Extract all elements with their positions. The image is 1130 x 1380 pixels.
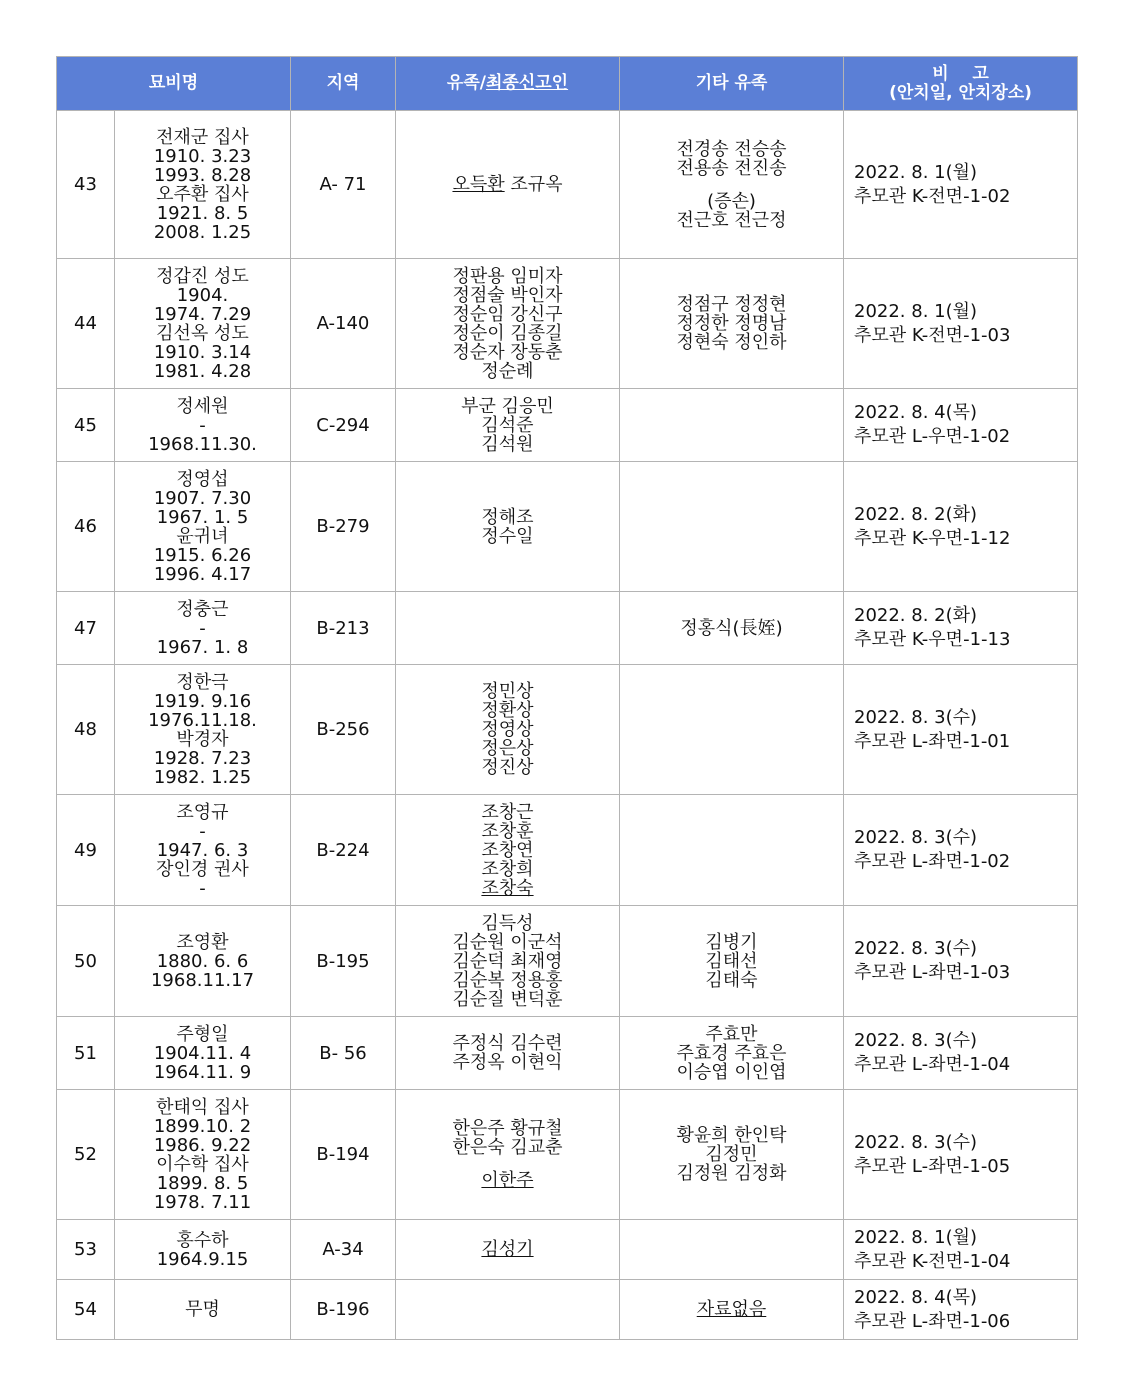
family-line: 주정옥 이현익 bbox=[452, 1052, 563, 1073]
name-line: 정충근 bbox=[176, 598, 229, 620]
family-line: 김석준 bbox=[481, 414, 534, 436]
row-number: 54 bbox=[57, 1280, 115, 1340]
other-family-cell bbox=[620, 1090, 844, 1220]
name-line: 한태익 집사 bbox=[156, 1096, 249, 1118]
region-cell: A-140 bbox=[291, 259, 396, 389]
region-cell: B- 56 bbox=[291, 1017, 396, 1090]
family-cell bbox=[396, 389, 620, 462]
row-number: 43 bbox=[57, 111, 115, 259]
name-cell bbox=[115, 665, 291, 795]
family-name: 조규옥 bbox=[504, 174, 563, 195]
region-cell: B-213 bbox=[291, 592, 396, 665]
family-line: 조창희 bbox=[481, 858, 534, 880]
other-line: 자료없음 bbox=[696, 1299, 767, 1320]
header-note-subtitle: (안치일, 안치장소) bbox=[889, 82, 1032, 103]
other-line: 전경송 전승송 bbox=[676, 138, 787, 160]
name-line: 1968.11.30. bbox=[148, 433, 257, 455]
table-header-row bbox=[57, 57, 1078, 111]
name-line: 1910. 3.14 bbox=[153, 341, 252, 363]
name-line: - bbox=[199, 414, 206, 436]
other-family-cell bbox=[620, 1280, 844, 1340]
note-date: 2022. 8. 3(수) bbox=[854, 706, 978, 728]
name-line: 1928. 7.23 bbox=[153, 747, 252, 769]
family-line: 한은주 황규철 bbox=[452, 1118, 563, 1139]
header-final-reporter: 최종신고인 bbox=[485, 73, 569, 93]
family-cell bbox=[396, 259, 620, 389]
table-row bbox=[57, 1280, 1078, 1340]
region-cell: C-294 bbox=[291, 389, 396, 462]
table-row bbox=[57, 1090, 1078, 1220]
note-cell bbox=[844, 906, 1078, 1017]
name-line: 윤귀녀 bbox=[176, 525, 229, 547]
note-location: 추모관 K-전면-1-04 bbox=[854, 1250, 1011, 1272]
name-line: 전재군 집사 bbox=[156, 126, 249, 148]
family-line: 부군 김응민 bbox=[461, 395, 554, 417]
family-line: 김순원 이군석 bbox=[452, 931, 563, 953]
name-cell bbox=[115, 1090, 291, 1220]
family-line: 조창근 bbox=[481, 801, 534, 823]
other-line: 황윤희 한인탁 bbox=[676, 1125, 787, 1146]
table-row bbox=[57, 795, 1078, 906]
region-cell: A- 71 bbox=[291, 111, 396, 259]
note-date: 2022. 8. 1(월) bbox=[854, 161, 978, 183]
name-line: 이수학 집사 bbox=[156, 1153, 249, 1175]
family-line: 이한주 bbox=[481, 1170, 534, 1191]
name-line: 1976.11.18. bbox=[148, 709, 257, 731]
family-line: 정은상 bbox=[481, 738, 534, 759]
note-cell bbox=[844, 1017, 1078, 1090]
name-line: 1910. 3.23 bbox=[153, 145, 252, 167]
table-row bbox=[57, 111, 1078, 259]
note-date: 2022. 8. 3(수) bbox=[854, 827, 978, 848]
name-line: 장인경 권사 bbox=[156, 858, 249, 880]
name-line: 조영환 bbox=[176, 931, 229, 953]
name-line: 1907. 7.30 bbox=[153, 487, 252, 509]
other-line: 김태선 bbox=[705, 950, 758, 972]
other-family-cell bbox=[620, 592, 844, 665]
table-row bbox=[57, 462, 1078, 592]
name-line: 오주환 집사 bbox=[156, 183, 249, 205]
other-line: 주효만 bbox=[705, 1023, 758, 1045]
name-line: 조영규 bbox=[176, 801, 229, 823]
other-family-cell bbox=[620, 389, 844, 462]
other-family-cell bbox=[620, 111, 844, 259]
note-location: 추모관 L-좌면-1-01 bbox=[854, 730, 1011, 752]
note-date: 2022. 8. 1(월) bbox=[854, 1226, 978, 1248]
name-line: 1899. 8. 5 bbox=[156, 1172, 249, 1194]
note-cell bbox=[844, 795, 1078, 906]
family-cell bbox=[396, 795, 620, 906]
family-line: 정순이 김종길 bbox=[452, 322, 563, 344]
header-other-family: 기타 유족 bbox=[620, 57, 844, 111]
name-line: 1964.9.15 bbox=[156, 1248, 249, 1270]
name-line: 1947. 6. 3 bbox=[156, 839, 249, 861]
memorial-table bbox=[56, 56, 1078, 1340]
other-line: 정점구 정정현 bbox=[676, 294, 787, 315]
note-location: 추모관 L-좌면-1-06 bbox=[854, 1310, 1011, 1332]
name-line: 1974. 7.29 bbox=[153, 303, 252, 325]
family-cell bbox=[396, 1017, 620, 1090]
other-line: 김병기 bbox=[705, 931, 758, 953]
name-cell bbox=[115, 389, 291, 462]
family-line: 한은숙 김교춘 bbox=[452, 1137, 563, 1158]
name-line: - bbox=[199, 820, 206, 842]
family-line: 정순례 bbox=[481, 360, 534, 382]
other-family-cell bbox=[620, 665, 844, 795]
table-row bbox=[57, 1017, 1078, 1090]
name-line: 2008. 1.25 bbox=[153, 221, 252, 243]
family-line: 조창연 bbox=[481, 839, 534, 861]
name-line: 1967. 1. 5 bbox=[156, 506, 249, 528]
table-row bbox=[57, 389, 1078, 462]
family-cell bbox=[396, 1220, 620, 1280]
family-line: 주정식 김수련 bbox=[452, 1033, 563, 1054]
note-date: 2022. 8. 2(화) bbox=[854, 605, 978, 626]
family-line: 정수일 bbox=[481, 525, 534, 547]
note-location: 추모관 K-우면-1-13 bbox=[854, 629, 1011, 650]
name-cell bbox=[115, 592, 291, 665]
note-location: 추모관 K-우면-1-12 bbox=[854, 527, 1011, 549]
name-line: 김선옥 성도 bbox=[156, 322, 249, 344]
name-cell bbox=[115, 1220, 291, 1280]
region-cell: B-196 bbox=[291, 1280, 396, 1340]
other-family-cell bbox=[620, 1220, 844, 1280]
other-line: 정정한 정명남 bbox=[676, 313, 787, 334]
row-number: 46 bbox=[57, 462, 115, 592]
header-family bbox=[396, 57, 620, 111]
name-line: 1880. 6. 6 bbox=[156, 950, 249, 972]
other-line: 김정원 김정화 bbox=[676, 1163, 787, 1184]
family-line: 김득성 bbox=[481, 912, 534, 934]
note-cell bbox=[844, 111, 1078, 259]
other-family-cell bbox=[620, 462, 844, 592]
note-date: 2022. 8. 3(수) bbox=[854, 938, 978, 959]
other-line: 이승엽 이인엽 bbox=[676, 1061, 787, 1083]
note-cell bbox=[844, 1090, 1078, 1220]
note-date: 2022. 8. 2(화) bbox=[854, 503, 978, 525]
other-family-cell bbox=[620, 906, 844, 1017]
header-region: 지역 bbox=[291, 57, 396, 111]
name-line: 1919. 9.16 bbox=[153, 690, 252, 712]
header-note bbox=[844, 57, 1078, 111]
name-line: 정갑진 성도 bbox=[156, 265, 249, 287]
table-row bbox=[57, 906, 1078, 1017]
family-line: 조창훈 bbox=[481, 820, 534, 842]
other-line: 정홍식(長姪) bbox=[680, 617, 783, 639]
note-cell bbox=[844, 389, 1078, 462]
note-cell bbox=[844, 1220, 1078, 1280]
row-number: 47 bbox=[57, 592, 115, 665]
name-line: 홍수하 bbox=[176, 1229, 229, 1251]
note-cell bbox=[844, 462, 1078, 592]
note-location: 추모관 K-전면-1-03 bbox=[854, 324, 1011, 346]
other-family-cell bbox=[620, 1017, 844, 1090]
other-family-cell bbox=[620, 795, 844, 906]
name-line: 1921. 8. 5 bbox=[156, 202, 249, 224]
row-number: 53 bbox=[57, 1220, 115, 1280]
row-number: 45 bbox=[57, 389, 115, 462]
table-row bbox=[57, 1220, 1078, 1280]
family-line: 김석원 bbox=[481, 433, 534, 455]
name-line: 1915. 6.26 bbox=[153, 544, 252, 566]
name-line: 1981. 4.28 bbox=[153, 360, 252, 382]
note-location: 추모관 L-좌면-1-04 bbox=[854, 1054, 1011, 1075]
row-number: 50 bbox=[57, 906, 115, 1017]
region-cell: B-194 bbox=[291, 1090, 396, 1220]
region-cell: A-34 bbox=[291, 1220, 396, 1280]
name-cell bbox=[115, 795, 291, 906]
region-cell: B-224 bbox=[291, 795, 396, 906]
family-line: 정점술 박인자 bbox=[452, 284, 563, 306]
row-number: 52 bbox=[57, 1090, 115, 1220]
family-line: 김순복 정용홍 bbox=[452, 969, 563, 991]
row-number: 48 bbox=[57, 665, 115, 795]
name-cell bbox=[115, 462, 291, 592]
family-line: 김순덕 최재영 bbox=[452, 950, 563, 972]
name-line: 정한극 bbox=[176, 671, 229, 693]
name-line: 1899.10. 2 bbox=[153, 1115, 252, 1137]
other-line: 김태숙 bbox=[705, 969, 758, 991]
name-line: 박경자 bbox=[176, 728, 229, 750]
note-cell bbox=[844, 592, 1078, 665]
family-cell bbox=[396, 462, 620, 592]
header-family-prefix: 유족/ bbox=[446, 73, 486, 93]
note-location: 추모관 L-우면-1-02 bbox=[854, 426, 1011, 447]
note-date: 2022. 8. 3(수) bbox=[854, 1030, 978, 1051]
family-line: 정해조 bbox=[481, 506, 534, 528]
note-date: 2022. 8. 1(월) bbox=[854, 300, 978, 322]
other-line: 정현숙 정인하 bbox=[676, 332, 787, 353]
name-line: 1993. 8.28 bbox=[153, 164, 252, 186]
note-location: 추모관 K-전면-1-02 bbox=[854, 185, 1011, 207]
family-line: 정환상 bbox=[481, 700, 534, 721]
table-row bbox=[57, 665, 1078, 795]
family-line: 정진상 bbox=[481, 757, 534, 778]
family-line: 정순자 장동춘 bbox=[452, 341, 563, 363]
family-cell bbox=[396, 111, 620, 259]
name-line: 1978. 7.11 bbox=[153, 1191, 252, 1213]
note-location: 추모관 L-좌면-1-02 bbox=[854, 851, 1011, 872]
name-line: 1968.11.17 bbox=[150, 969, 255, 991]
family-line: 정영상 bbox=[481, 719, 534, 740]
note-date: 2022. 8. 4(목) bbox=[854, 402, 978, 423]
note-date: 2022. 8. 3(수) bbox=[854, 1131, 978, 1153]
note-location: 추모관 L-좌면-1-05 bbox=[854, 1155, 1011, 1177]
region-cell: B-256 bbox=[291, 665, 396, 795]
name-cell bbox=[115, 259, 291, 389]
name-cell bbox=[115, 111, 291, 259]
row-number: 44 bbox=[57, 259, 115, 389]
family-line: 김성기 bbox=[481, 1239, 534, 1260]
other-line: 주효경 주효은 bbox=[676, 1042, 787, 1064]
table-row bbox=[57, 592, 1078, 665]
note-location: 추모관 L-좌면-1-03 bbox=[854, 962, 1011, 983]
name-line: 주형일 bbox=[176, 1023, 229, 1045]
family-cell bbox=[396, 665, 620, 795]
other-line: 김정민 bbox=[705, 1144, 758, 1165]
row-number: 51 bbox=[57, 1017, 115, 1090]
table-row bbox=[57, 259, 1078, 389]
name-line: 1904.11. 4 bbox=[153, 1042, 252, 1064]
family-name: 오득환 bbox=[452, 174, 505, 195]
name-line: 1986. 9.22 bbox=[153, 1134, 252, 1156]
name-line: 1982. 1.25 bbox=[153, 766, 252, 788]
header-note-title: 비 고 bbox=[932, 63, 989, 84]
name-cell bbox=[115, 1017, 291, 1090]
name-line: 1996. 4.17 bbox=[153, 563, 252, 585]
name-line: - bbox=[199, 617, 206, 639]
note-cell bbox=[844, 1280, 1078, 1340]
name-line: 1967. 1. 8 bbox=[156, 636, 249, 658]
note-cell bbox=[844, 665, 1078, 795]
note-date: 2022. 8. 4(목) bbox=[854, 1286, 978, 1308]
family-line: 김순질 변덕훈 bbox=[452, 988, 563, 1010]
region-cell: B-279 bbox=[291, 462, 396, 592]
family-line: 조창숙 bbox=[481, 877, 534, 899]
family-line: 정판용 임미자 bbox=[452, 265, 563, 287]
note-cell bbox=[844, 259, 1078, 389]
name-line: 정세원 bbox=[176, 395, 229, 417]
name-line: 정영섭 bbox=[176, 468, 229, 490]
other-line: 전용송 전진송 bbox=[676, 157, 787, 179]
family-cell bbox=[396, 592, 620, 665]
name-line: 1964.11. 9 bbox=[153, 1061, 252, 1083]
name-cell bbox=[115, 1280, 291, 1340]
name-line: 1904. bbox=[176, 284, 229, 306]
name-line: - bbox=[199, 877, 206, 899]
family-cell bbox=[396, 1090, 620, 1220]
row-number: 49 bbox=[57, 795, 115, 906]
name-line: 무명 bbox=[185, 1299, 220, 1320]
name-cell bbox=[115, 906, 291, 1017]
other-family-cell bbox=[620, 259, 844, 389]
other-line: (증손) bbox=[707, 190, 756, 212]
region-cell: B-195 bbox=[291, 906, 396, 1017]
family-line: 정민상 bbox=[481, 681, 534, 702]
family-line: 정순임 강신구 bbox=[452, 303, 563, 325]
family-cell bbox=[396, 1280, 620, 1340]
other-line: 전근호 전근정 bbox=[676, 209, 787, 231]
family-cell bbox=[396, 906, 620, 1017]
header-name: 묘비명 bbox=[57, 57, 291, 111]
